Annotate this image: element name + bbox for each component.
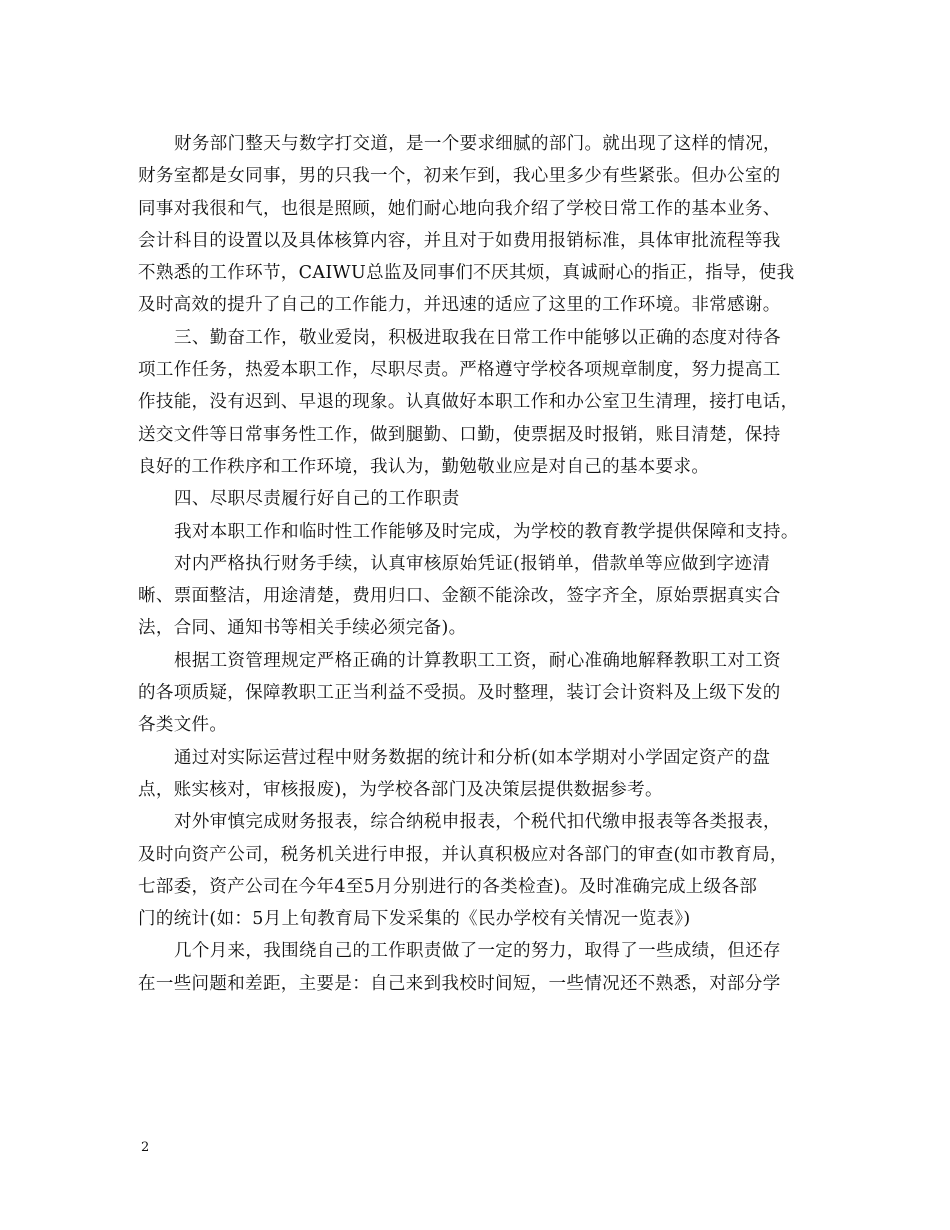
paragraph-line: 项工作任务，热爱本职工作，尽职尽责。严格遵守学校各项规章制度，努力提高工 xyxy=(138,360,781,381)
paragraph-line: 几个月来，我围绕自己的工作职责做了一定的努力，取得了一些成绩，但还存 xyxy=(174,941,781,962)
paragraph-line: 同事对我很和气，也很是照顾，她们耐心地向我介绍了学校日常工作的基本业务、 xyxy=(138,198,781,219)
paragraph-line: 法，合同、通知书等相关手续必须完备)。 xyxy=(138,618,467,639)
paragraph-line: 送交文件等日常事务性工作，做到腿勤、口勤，使票据及时报销，账目清楚，保持 xyxy=(138,424,781,445)
paragraph-line: 对外审慎完成财务报表，综合纳税申报表，个税代扣代缴申报表等各类报表， xyxy=(174,812,781,833)
document-body xyxy=(138,128,828,1000)
paragraph-line: 根据工资管理规定严格正确的计算教职工工资，耐心准确地解释教职工对工资 xyxy=(174,650,781,671)
section-heading: 四、尽职尽责履行好自己的工作职责 xyxy=(174,489,460,510)
paragraph-line: 及时向资产公司，税务机关进行申报，并认真积极应对各部门的审查(如市教育局， xyxy=(138,844,788,865)
paragraph-line: 点，账实核对，审核报废)，为学校各部门及决策层提供数据参考。 xyxy=(138,779,663,800)
paragraph-line: 会计科目的设置以及具体核算内容，并且对于如费用报销标准，具体审批流程等我 xyxy=(138,230,781,251)
paragraph-line: 作技能，没有迟到、早退的现象。认真做好本职工作和办公室卫生清理，接打电话， xyxy=(138,392,799,413)
paragraph-line: 良好的工作秩序和工作环境，我认为，勤勉敬业应是对自己的基本要求。 xyxy=(138,456,710,477)
paragraph-line: 通过对实际运营过程中财务数据的统计和分析(如本学期对小学固定资产的盘 xyxy=(174,747,771,768)
paragraph-line: 的各项质疑，保障教职工正当利益不受损。及时整理，装订会计资料及上级下发的 xyxy=(138,683,781,704)
paragraph-line: 对内严格执行财务手续，认真审核原始凭证(报销单，借款单等应做到字迹清 xyxy=(174,553,771,574)
paragraph-line: 七部委，资产公司在今年4至5月分别进行的各类检查)。及时准确完成上级各部 xyxy=(138,876,758,897)
paragraph-line: 不熟悉的工作环节，CAIWU总监及同事们不厌其烦，真诚耐心的指正，指导，使我 xyxy=(138,263,795,284)
section-heading-line: 三、勤奋工作，敬业爱岗，积极进取我在日常工作中能够以正确的态度对待各 xyxy=(174,327,781,348)
paragraph-line: 我对本职工作和临时性工作能够及时完成，为学校的教育教学提供保障和支持。 xyxy=(174,521,799,542)
paragraph-line: 各类文件。 xyxy=(138,715,228,736)
paragraph-line: 及时高效的提升了自己的工作能力，并迅速的适应了这里的工作环境。非常感谢。 xyxy=(138,295,781,316)
paragraph-line: 门的统计(如：5月上旬教育局下发采集的《民办学校有关情况一览表》) xyxy=(138,909,691,930)
paragraph-line: 晰、票面整洁，用途清楚，费用归口、金额不能涂改，签字齐全，原始票据真实合 xyxy=(138,586,781,607)
paragraph-line: 财务部门整天与数字打交道，是一个要求细腻的部门。就出现了这样的情况， xyxy=(174,134,781,154)
paragraph-line: 在一些问题和差距，主要是：自己来到我校时间短，一些情况还不熟悉，对部分学 xyxy=(138,973,781,994)
paragraph-line: 财务室都是女同事，男的只我一个，初来乍到，我心里多少有些紧张。但办公室的 xyxy=(138,166,781,187)
page-number: 2 xyxy=(141,1140,150,1155)
